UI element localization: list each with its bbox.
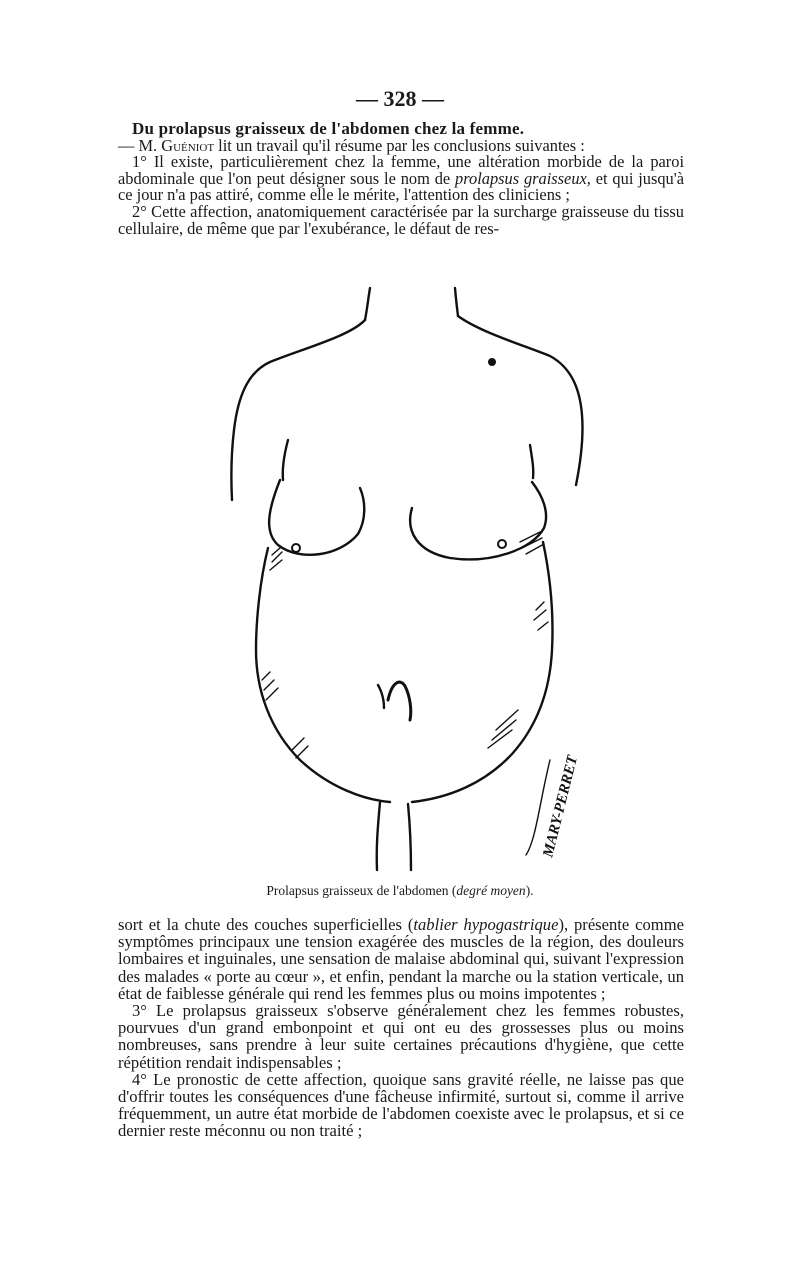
caption-end: ). [525, 883, 534, 898]
section-top-text [118, 121, 684, 237]
p2-cont-start: sort et la chute des couches superficielles ( [118, 915, 414, 934]
author-name: Guéniot [161, 135, 215, 155]
figure-illustration [200, 280, 600, 880]
caption-start: Prolapsus graisseux de l'abdomen ( [266, 883, 457, 898]
breast-left [269, 480, 364, 555]
section-title: Du prolapsus graisseux de l'abdomen chez la femme. [132, 119, 525, 138]
paragraph-1 [118, 154, 684, 204]
hatch-right-mid [534, 602, 548, 630]
breast-right [410, 482, 546, 559]
page-number: — 328 — [356, 86, 444, 111]
paragraph-1-end: et qui jusqu'à ce jour n'a pas attiré, comme elle le mérite, l'attention des cliniciens ; [118, 168, 684, 205]
inner-arm-left [283, 440, 288, 480]
navel [388, 682, 411, 720]
hatch-right-lower [488, 710, 518, 748]
torso-left [256, 548, 390, 802]
shoulder-right [458, 316, 583, 485]
hatch-left-mid [262, 672, 278, 700]
leg-right [408, 804, 411, 870]
paragraph-2-continued [118, 916, 684, 1002]
caption-emphasis: degré moyen [456, 883, 526, 898]
mole-spot [488, 358, 496, 366]
nipple-left [292, 544, 300, 552]
section-heading-paragraph [118, 121, 684, 154]
nipple-right [498, 540, 506, 548]
paragraph-1-start: 1° Il existe, particulièrement chez la femme, une altération morbide de la paroi abdominale que l'on peut désigner sous le nom de [118, 152, 684, 188]
paragraph-4: 4° Le pronostic de cette affection, quoique sans gravité réelle, ne laisse pas que d'offrir toutes les conséquences d'une fâcheuse infirmité, surtout si, comme il arrive fréquemment, un autre état morbide de l'abdomen coexiste avec le prolapsus, et si ce dernier reste méconnu ou non traité ; [118, 1069, 684, 1141]
inner-arm-right [530, 445, 533, 478]
intro-text: lit un travail qu'il résume par les conclusions suivantes : [214, 135, 585, 155]
shoulder-left [231, 320, 365, 500]
torso-right [412, 542, 553, 802]
neck-right [455, 288, 458, 316]
leg-left [377, 802, 380, 870]
paragraph-3: 3° Le prolapsus graisseux s'observe généralement chez les femmes robustes, pourvues d'un grand embonpoint et qui ont eu des grossesses plus ou moins nombreuses, sans prendre à leur suite certaines précautions d'hygiène, que cette répétition rendait indispensables ; [118, 1001, 684, 1072]
figure-caption [0, 883, 800, 899]
hatch-right-upper [520, 532, 544, 554]
section-bottom-text [118, 916, 684, 1140]
p2-cont-end: ), présente comme symptômes principaux une tension exagérée des muscles de la région, des douleurs lombaires et inguinales, une sensation de malaise abdominal qui, suivant l'expression des malades « porte au cœur », et enfin, pendant la marche ou la station verticale, un état de faiblesse générale qui rend les femmes plus ou moins impotentes ; [118, 915, 684, 1003]
artist-signature: MARY-PERRET [540, 753, 582, 859]
neck-left [365, 288, 370, 320]
paragraph-1-term: prolapsus graisseux, [455, 168, 591, 188]
paragraph-2: 2° Cette affection, anatomiquement caractérisée par la surcharge graisseuse du tissu cellulaire, de même que par l'exubérance, le défaut de res- [118, 201, 684, 238]
hatch-left-upper [270, 548, 282, 570]
p2-cont-term: tablier hypogastrique [413, 915, 559, 934]
navel-fold [378, 685, 384, 708]
author-prefix: — M. [118, 135, 162, 155]
